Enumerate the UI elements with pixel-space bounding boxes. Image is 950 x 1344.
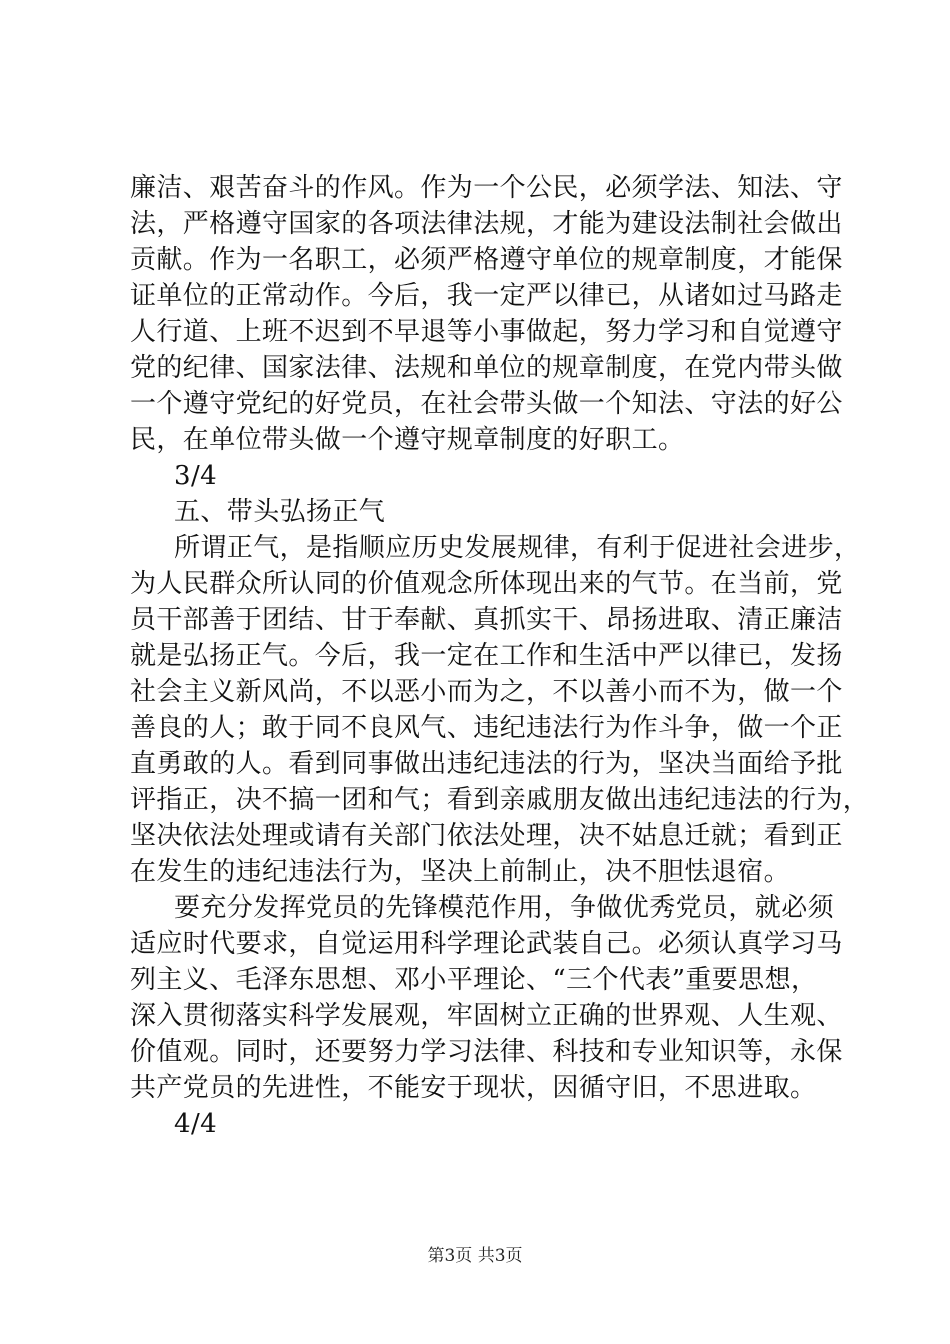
- text-line: 法，严格遵守国家的各项法律法规，才能为建设法制社会做出: [130, 209, 843, 239]
- text-line: 五、带头弘扬正气: [174, 497, 386, 527]
- text-line: 一个遵守党纪的好党员，在社会带头做一个知法、守法的好公: [130, 389, 843, 419]
- text-line: 共产党员的先进性，不能安于现状，因循守旧，不思进取。: [130, 1073, 817, 1103]
- text-line: 3/4: [174, 461, 218, 491]
- text-line: 民，在单位带头做一个遵守规章制度的好职工。: [130, 425, 685, 455]
- text-line: 社会主义新风尚，不以恶小而为之，不以善小而不为，做一个: [130, 677, 843, 707]
- text-line: 人行道、上班不迟到不早退等小事做起，努力学习和自觉遵守: [130, 317, 843, 347]
- page-footer: 第3页 共3页: [427, 1246, 523, 1266]
- text-line: 列主义、毛泽东思想、邓小平理论、“三个代表”重要思想，: [130, 965, 818, 995]
- text-line: 所谓正气，是指顺应历史发展规律，有利于促进社会进步，: [174, 533, 861, 563]
- text-line: 要充分发挥党员的先锋模范作用，争做优秀党员，就必须: [174, 893, 835, 923]
- text-line: 价值观。同时，还要努力学习法律、科技和专业知识等，永保: [130, 1037, 843, 1067]
- text-line: 直勇敢的人。看到同事做出违纪违法的行为，坚决当面给予批: [130, 749, 843, 779]
- text-line: 证单位的正常动作。今后，我一定严以律已，从诸如过马路走: [130, 281, 843, 311]
- text-line: 善良的人；敢于同不良风气、违纪违法行为作斗争，做一个正: [130, 713, 843, 743]
- text-line: 就是弘扬正气。今后，我一定在工作和生活中严以律已，发扬: [130, 641, 843, 671]
- document-body: [130, 170, 870, 1142]
- text-line: 为人民群众所认同的价值观念所体现出来的气节。在当前，党: [130, 569, 843, 599]
- text-line: 党的纪律、国家法律、法规和单位的规章制度，在党内带头做: [130, 353, 843, 383]
- text-line: 评指正，决不搞一团和气；看到亲戚朋友做出违纪违法的行为，: [130, 785, 870, 815]
- text-line: 廉洁、艰苦奋斗的作风。作为一个公民，必须学法、知法、守: [130, 173, 843, 203]
- text-line: 在发生的违纪违法行为，坚决上前制止，决不胆怯退宿。: [130, 857, 791, 887]
- text-line: 员干部善于团结、甘于奉献、真抓实干、昂扬进取、清正廉洁: [130, 605, 843, 635]
- text-line: 深入贯彻落实科学发展观，牢固树立正确的世界观、人生观、: [130, 1001, 843, 1031]
- text-line: 4/4: [174, 1109, 218, 1139]
- text-line: 坚决依法处理或请有关部门依法处理，决不姑息迁就；看到正: [130, 821, 843, 851]
- text-line: 贡献。作为一名职工，必须严格遵守单位的规章制度，才能保: [130, 245, 843, 275]
- text-line: 适应时代要求，自觉运用科学理论武装自己。必须认真学习马: [130, 929, 843, 959]
